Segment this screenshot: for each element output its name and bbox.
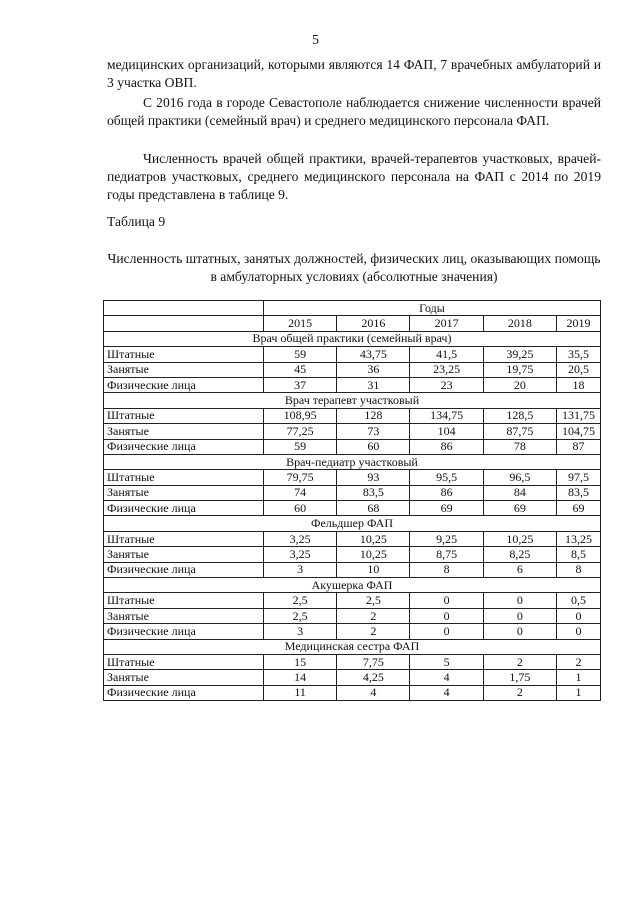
table-row (104, 547, 601, 562)
value-cell: 77,25 (264, 424, 337, 439)
table-row (104, 654, 601, 669)
table-caption: Численность штатных, занятых должностей, физических лиц, оказывающих помощь в амбулаторных условиях (абсолютные значения) (107, 251, 601, 284)
value-cell: 87 (556, 439, 600, 454)
value-cell: 37 (264, 377, 337, 392)
row-label: Физические лица (104, 624, 264, 639)
row-label: Штатные (104, 531, 264, 546)
table-row (104, 362, 601, 377)
value-cell: 97,5 (556, 470, 600, 485)
section-header-row (104, 331, 601, 346)
table-row (104, 685, 601, 700)
value-cell: 45 (264, 362, 337, 377)
value-cell: 0 (556, 608, 600, 623)
value-cell: 79,75 (264, 470, 337, 485)
table-row (104, 624, 601, 639)
value-cell: 8,25 (483, 547, 556, 562)
section-title: Акушерка ФАП (104, 578, 601, 593)
row-label: Занятые (104, 424, 264, 439)
value-cell: 20,5 (556, 362, 600, 377)
value-cell: 0 (556, 624, 600, 639)
section-title: Медицинская сестра ФАП (104, 639, 601, 654)
value-cell: 4 (410, 670, 483, 685)
value-cell: 2,5 (264, 593, 337, 608)
row-label: Штатные (104, 654, 264, 669)
row-label: Занятые (104, 362, 264, 377)
value-cell: 69 (483, 501, 556, 516)
table-label: Таблица 9 (107, 214, 166, 229)
row-label: Занятые (104, 670, 264, 685)
row-label: Физические лица (104, 377, 264, 392)
row-label: Физические лица (104, 439, 264, 454)
value-cell: 10,25 (337, 531, 410, 546)
value-cell: 9,25 (410, 531, 483, 546)
value-cell: 8,5 (556, 547, 600, 562)
value-cell: 93 (337, 470, 410, 485)
paragraph-1: медицинских организаций, которыми являются 14 ФАП, 7 врачебных амбулаторий и 3 участка ОВП. (107, 57, 601, 90)
year-cell: 2019 (556, 316, 600, 331)
year-cell: 2016 (337, 316, 410, 331)
value-cell: 3,25 (264, 531, 337, 546)
value-cell: 104,75 (556, 424, 600, 439)
value-cell: 4,25 (337, 670, 410, 685)
table-row (104, 470, 601, 485)
value-cell: 4 (410, 685, 483, 700)
value-cell: 95,5 (410, 470, 483, 485)
value-cell: 13,25 (556, 531, 600, 546)
value-cell: 10 (337, 562, 410, 577)
value-cell: 23,25 (410, 362, 483, 377)
value-cell: 3,25 (264, 547, 337, 562)
value-cell: 83,5 (556, 485, 600, 500)
year-cell: 2015 (264, 316, 337, 331)
value-cell: 23 (410, 377, 483, 392)
table-row (104, 377, 601, 392)
row-label: Занятые (104, 485, 264, 500)
value-cell: 104 (410, 424, 483, 439)
value-cell: 8,75 (410, 547, 483, 562)
value-cell: 96,5 (483, 470, 556, 485)
value-cell: 31 (337, 377, 410, 392)
value-cell: 59 (264, 347, 337, 362)
value-cell: 86 (410, 439, 483, 454)
section-header-row (104, 393, 601, 408)
value-cell: 69 (556, 501, 600, 516)
value-cell: 108,95 (264, 408, 337, 423)
value-cell: 4 (337, 685, 410, 700)
value-cell: 128,5 (483, 408, 556, 423)
row-label: Штатные (104, 593, 264, 608)
value-cell: 39,25 (483, 347, 556, 362)
value-cell: 60 (337, 439, 410, 454)
value-cell: 73 (337, 424, 410, 439)
table-row (104, 408, 601, 423)
row-label: Занятые (104, 608, 264, 623)
value-cell: 0 (483, 624, 556, 639)
row-label: Штатные (104, 470, 264, 485)
value-cell: 11 (264, 685, 337, 700)
row-label: Штатные (104, 408, 264, 423)
value-cell: 20 (483, 377, 556, 392)
table-row (104, 439, 601, 454)
year-cell: 2017 (410, 316, 483, 331)
value-cell: 59 (264, 439, 337, 454)
section-title: Врач терапевт участковый (104, 393, 601, 408)
value-cell: 0 (483, 593, 556, 608)
value-cell: 5 (410, 654, 483, 669)
section-header-row (104, 639, 601, 654)
page-number: 5 (312, 33, 319, 48)
section-title: Врач-педиатр участковый (104, 454, 601, 469)
value-cell: 14 (264, 670, 337, 685)
row-label: Физические лица (104, 501, 264, 516)
table-row (104, 501, 601, 516)
value-cell: 0,5 (556, 593, 600, 608)
value-cell: 2 (337, 608, 410, 623)
value-cell: 7,75 (337, 654, 410, 669)
table-row (104, 424, 601, 439)
row-label: Физические лица (104, 562, 264, 577)
value-cell: 10,25 (337, 547, 410, 562)
value-cell: 2 (556, 654, 600, 669)
section-title: Фельдшер ФАП (104, 516, 601, 531)
staffing-table (103, 300, 601, 701)
value-cell: 134,75 (410, 408, 483, 423)
section-header-row (104, 516, 601, 531)
value-cell: 3 (264, 562, 337, 577)
value-cell: 2,5 (264, 608, 337, 623)
value-cell: 8 (556, 562, 600, 577)
value-cell: 43,75 (337, 347, 410, 362)
row-label: Занятые (104, 547, 264, 562)
value-cell: 74 (264, 485, 337, 500)
value-cell: 68 (337, 501, 410, 516)
table-row (104, 485, 601, 500)
value-cell: 2 (337, 624, 410, 639)
corner-cell (104, 301, 264, 316)
value-cell: 1,75 (483, 670, 556, 685)
table-row (104, 562, 601, 577)
years-header-row (104, 301, 601, 316)
value-cell: 3 (264, 624, 337, 639)
value-cell: 84 (483, 485, 556, 500)
corner-cell (104, 316, 264, 331)
value-cell: 0 (410, 593, 483, 608)
value-cell: 0 (410, 624, 483, 639)
value-cell: 2 (483, 685, 556, 700)
value-cell: 1 (556, 670, 600, 685)
value-cell: 18 (556, 377, 600, 392)
value-cell: 19,75 (483, 362, 556, 377)
section-header-row (104, 454, 601, 469)
value-cell: 36 (337, 362, 410, 377)
table-row (104, 347, 601, 362)
value-cell: 87,75 (483, 424, 556, 439)
value-cell: 78 (483, 439, 556, 454)
row-label: Штатные (104, 347, 264, 362)
table-row (104, 670, 601, 685)
table-row (104, 593, 601, 608)
value-cell: 86 (410, 485, 483, 500)
value-cell: 35,5 (556, 347, 600, 362)
row-label: Физические лица (104, 685, 264, 700)
table-row (104, 608, 601, 623)
year-cell: 2018 (483, 316, 556, 331)
years-header: Годы (264, 301, 601, 316)
value-cell: 6 (483, 562, 556, 577)
value-cell: 41,5 (410, 347, 483, 362)
value-cell: 0 (483, 608, 556, 623)
value-cell: 8 (410, 562, 483, 577)
value-cell: 15 (264, 654, 337, 669)
value-cell: 10,25 (483, 531, 556, 546)
value-cell: 69 (410, 501, 483, 516)
value-cell: 131,75 (556, 408, 600, 423)
value-cell: 1 (556, 685, 600, 700)
paragraph-2: С 2016 года в городе Севастополе наблюдается снижение численности врачей общей практики (семейный врач) и среднего медицинского персонала ФАП. (107, 95, 601, 128)
value-cell: 83,5 (337, 485, 410, 500)
value-cell: 2,5 (337, 593, 410, 608)
years-row (104, 316, 601, 331)
value-cell: 0 (410, 608, 483, 623)
value-cell: 128 (337, 408, 410, 423)
table-row (104, 531, 601, 546)
paragraph-3: Численность врачей общей практики, врачей-терапевтов участковых, врачей-педиатров участковых, среднего медицинского персонала на ФАП с 2014 по 2019 годы представлена в таблице 9. (107, 151, 601, 202)
section-title: Врач общей практики (семейный врач) (104, 331, 601, 346)
value-cell: 60 (264, 501, 337, 516)
value-cell: 2 (483, 654, 556, 669)
staffing-table-body (104, 301, 601, 701)
section-header-row (104, 578, 601, 593)
